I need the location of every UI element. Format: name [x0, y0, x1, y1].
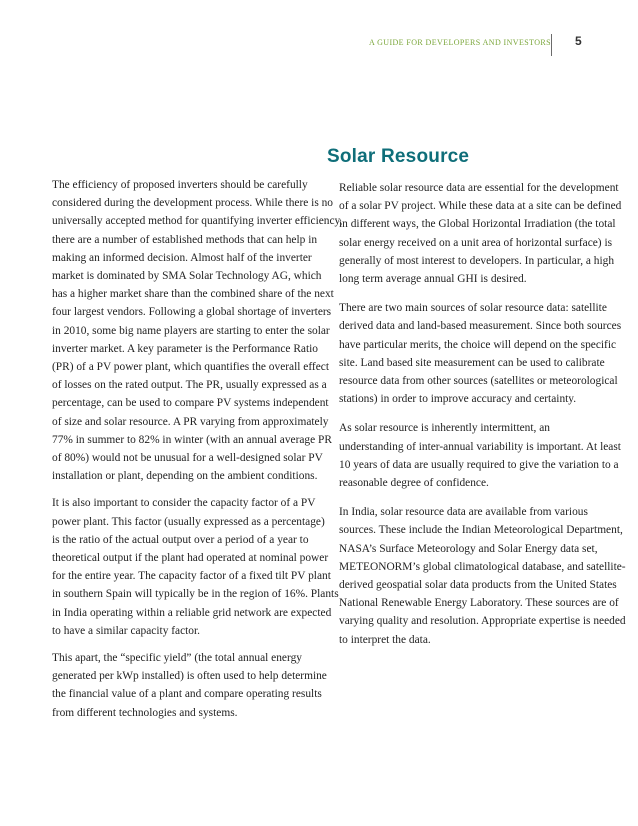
paragraph	[327, 419, 621, 492]
paragraph	[327, 299, 622, 408]
text-line: power plant. This factor (usually expressed as a percentage)	[52, 515, 325, 528]
text-line: 10 years of data are usually required to give the variation to a	[339, 458, 619, 471]
paragraph	[40, 494, 339, 640]
text-line: 77% in summer to 82% in winter (with an annual average PR	[52, 433, 332, 446]
text-line: to interpret the data.	[339, 633, 431, 646]
right-column	[327, 179, 626, 660]
left-column	[40, 176, 343, 731]
text-line: in southern Spain will typically be in the region of 16%. Plants	[52, 588, 339, 601]
text-line: of losses on the rated output. The PR, usually expressed as a	[52, 379, 327, 392]
text-line: there are a number of established methods that can help in	[52, 233, 318, 246]
text-line: understanding of inter-annual variability is important. At least	[339, 440, 621, 453]
text-line: As solar resource is inherently intermittent, an	[339, 422, 550, 435]
text-line: resource data from other sources (satellites or meteorological	[339, 375, 618, 388]
paragraph	[327, 503, 626, 649]
text-line: has a higher market share than the combined share of the next	[52, 288, 334, 301]
text-line: making an informed decision. Almost half of the inverter	[52, 251, 312, 264]
text-line: universally accepted method for quantifying inverter efficiency,	[52, 215, 343, 228]
text-line: four largest vendors. Following a global shortage of inverters	[52, 306, 332, 319]
text-line: varying quality and resolution. Appropriate expertise is needed	[339, 615, 626, 628]
text-line: generally of most interest to developers. In particular, a high	[339, 254, 615, 267]
text-line: NASA’s Surface Meteorology and Solar Energy data set,	[339, 542, 598, 555]
paragraph	[40, 649, 327, 722]
text-line: Reliable solar resource data are essential for the development	[339, 182, 619, 194]
text-line: installation or plant, depending on the ambient conditions.	[52, 470, 318, 483]
text-line: stations) in order to improve accuracy and certainty.	[339, 393, 577, 406]
text-line: of size and solar resource. A PR varying from approximately	[52, 415, 329, 428]
text-line: derived data and land-based measurement. Since both sources	[339, 320, 622, 333]
text-line: of a solar PV project. While these data at a site can be defined	[339, 200, 622, 213]
text-line: from different technologies and systems.	[52, 706, 238, 719]
text-line: have particular merits, the choice will depend on the specific	[339, 338, 617, 351]
text-line: generated per kWp installed) is often used to help determine	[52, 670, 327, 683]
text-line: derived geospatial solar data products from the United States	[339, 579, 617, 592]
paragraph	[40, 176, 343, 485]
text-line: This apart, the “specific yield” (the total annual energy	[52, 652, 302, 665]
text-line: in 2010, some big name players are starting to enter the solar	[52, 324, 330, 337]
text-line: There are two main sources of solar resource data: satellite	[339, 302, 607, 315]
text-line: for the entire year. The capacity factor of a fixed tilt PV plant	[52, 570, 331, 583]
paragraph	[327, 179, 622, 288]
text-line: sources. These include the Indian Meteorological Department,	[339, 524, 623, 537]
text-line: reasonable degree of confidence.	[339, 477, 489, 490]
text-line: In India, solar resource data are available from various	[339, 506, 588, 519]
text-line: It is also important to consider the capacity factor of a PV	[52, 497, 316, 510]
text-line: solar energy received on a unit area of horizontal surface) is	[339, 236, 613, 249]
text-line: site. Land based site measurement can be used to calibrate	[339, 356, 605, 369]
text-line: The efficiency of proposed inverters should be carefully	[52, 179, 308, 191]
text-line: METEONORM’s global climatological database, and satellite-	[339, 560, 626, 573]
text-line: percentage, can be used to compare PV systems independent	[52, 397, 329, 410]
section-title: Solar Resource	[327, 146, 470, 167]
text-line: is the ratio of the actual output over a period of a year to	[52, 533, 309, 546]
text-line: in India operating within a reliable grid network are expected	[52, 606, 332, 619]
header-divider	[551, 34, 552, 56]
page-number: 5	[575, 34, 582, 48]
text-line: National Renewable Energy Laboratory. These sources are of	[339, 597, 619, 610]
text-line: long term average annual GHI is desired.	[339, 273, 527, 286]
text-line: of 80%) would not be unusual for a well-designed solar PV	[52, 452, 323, 465]
text-line: to have a similar capacity factor.	[52, 624, 201, 637]
running-header: A GUIDE FOR DEVELOPERS AND INVESTORS	[368, 38, 551, 47]
text-line: the financial value of a plant and compare operating results	[52, 688, 322, 701]
text-line: in different ways, the Global Horizontal Irradiation (the total	[339, 218, 616, 231]
text-line: considered during the development process. While there is no	[52, 197, 333, 210]
text-line: theoretical output if the plant had operated at nominal power	[52, 552, 329, 565]
text-line: (PR) of a PV power plant, which quantifies the overall effect	[52, 361, 329, 374]
text-line: market is dominated by SMA Solar Technology AG, which	[52, 270, 322, 283]
text-line: inverter market. A key parameter is the Performance Ratio	[52, 342, 318, 355]
